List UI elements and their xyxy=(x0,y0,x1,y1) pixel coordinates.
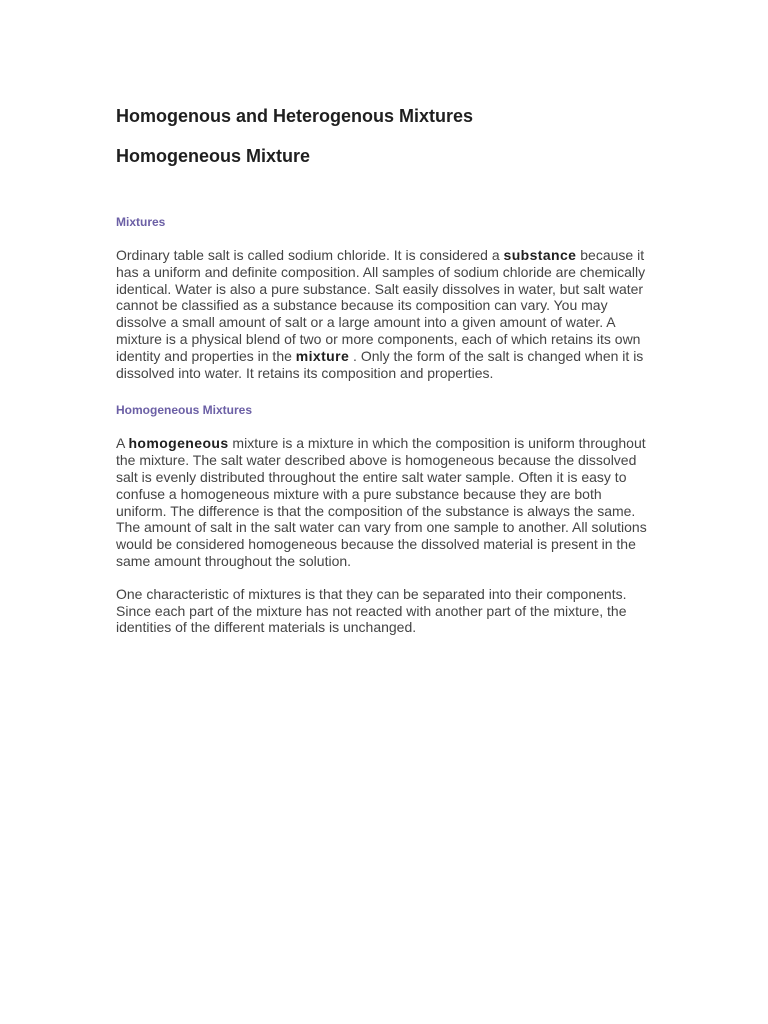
section-heading-homogeneous-mixtures: Homogeneous Mixtures xyxy=(116,403,253,418)
paragraph-text: mixture is a mixture in which the composition is uniform throughout the mixture. The salt water described above is homogeneous because the dissolved salt is evenly distributed throughout the entire salt water sample. Often it is easy to confuse a homogeneous mixture with a pure substance because they are both uniform. The difference is that the composition of the substance is always the same. The amount of salt in the salt water can vary from one sample to another. All solutions would be considered homogeneous because the dissolved material is present in the same amount throughout the solution. xyxy=(116,435,647,569)
term-homogeneous: homogeneous xyxy=(128,435,229,452)
paragraph-text: because it has a uniform and definite composition. All samples of sodium chloride are chemically identical. Water is also a pure substance. Salt easily dissolves in water, but salt water cannot be classified as a substance because its composition can vary. You may dissolve a small amount of salt or a large amount into a given amount of water. A mixture is a physical blend of two or more components, each of which retains its own identity and properties in the xyxy=(116,247,646,364)
paragraph-mixtures xyxy=(116,247,656,381)
paragraph-separation: One characteristic of mixtures is that they can be separated into their components. Since each part of the mixture has not reacted with another part of the mixture, the identities of the different materials is unchanged. xyxy=(116,585,627,636)
section-heading-mixtures: Mixtures xyxy=(116,215,166,229)
paragraph-text: Ordinary table salt is called sodium chloride. It is considered a xyxy=(116,247,504,263)
paragraph-text: . Only the form of the salt is changed when it is dissolved into water. It retains its composition and properties. xyxy=(116,347,644,381)
document-title: Homogenous and Heterogenous Mixtures xyxy=(116,106,474,126)
document-subtitle: Homogeneous Mixture xyxy=(116,146,311,166)
term-mixture: mixture xyxy=(295,347,350,364)
paragraph-homogeneous xyxy=(116,435,656,569)
paragraph-text: A xyxy=(116,435,129,452)
term-substance: substance xyxy=(503,247,577,263)
document-page xyxy=(116,104,656,636)
